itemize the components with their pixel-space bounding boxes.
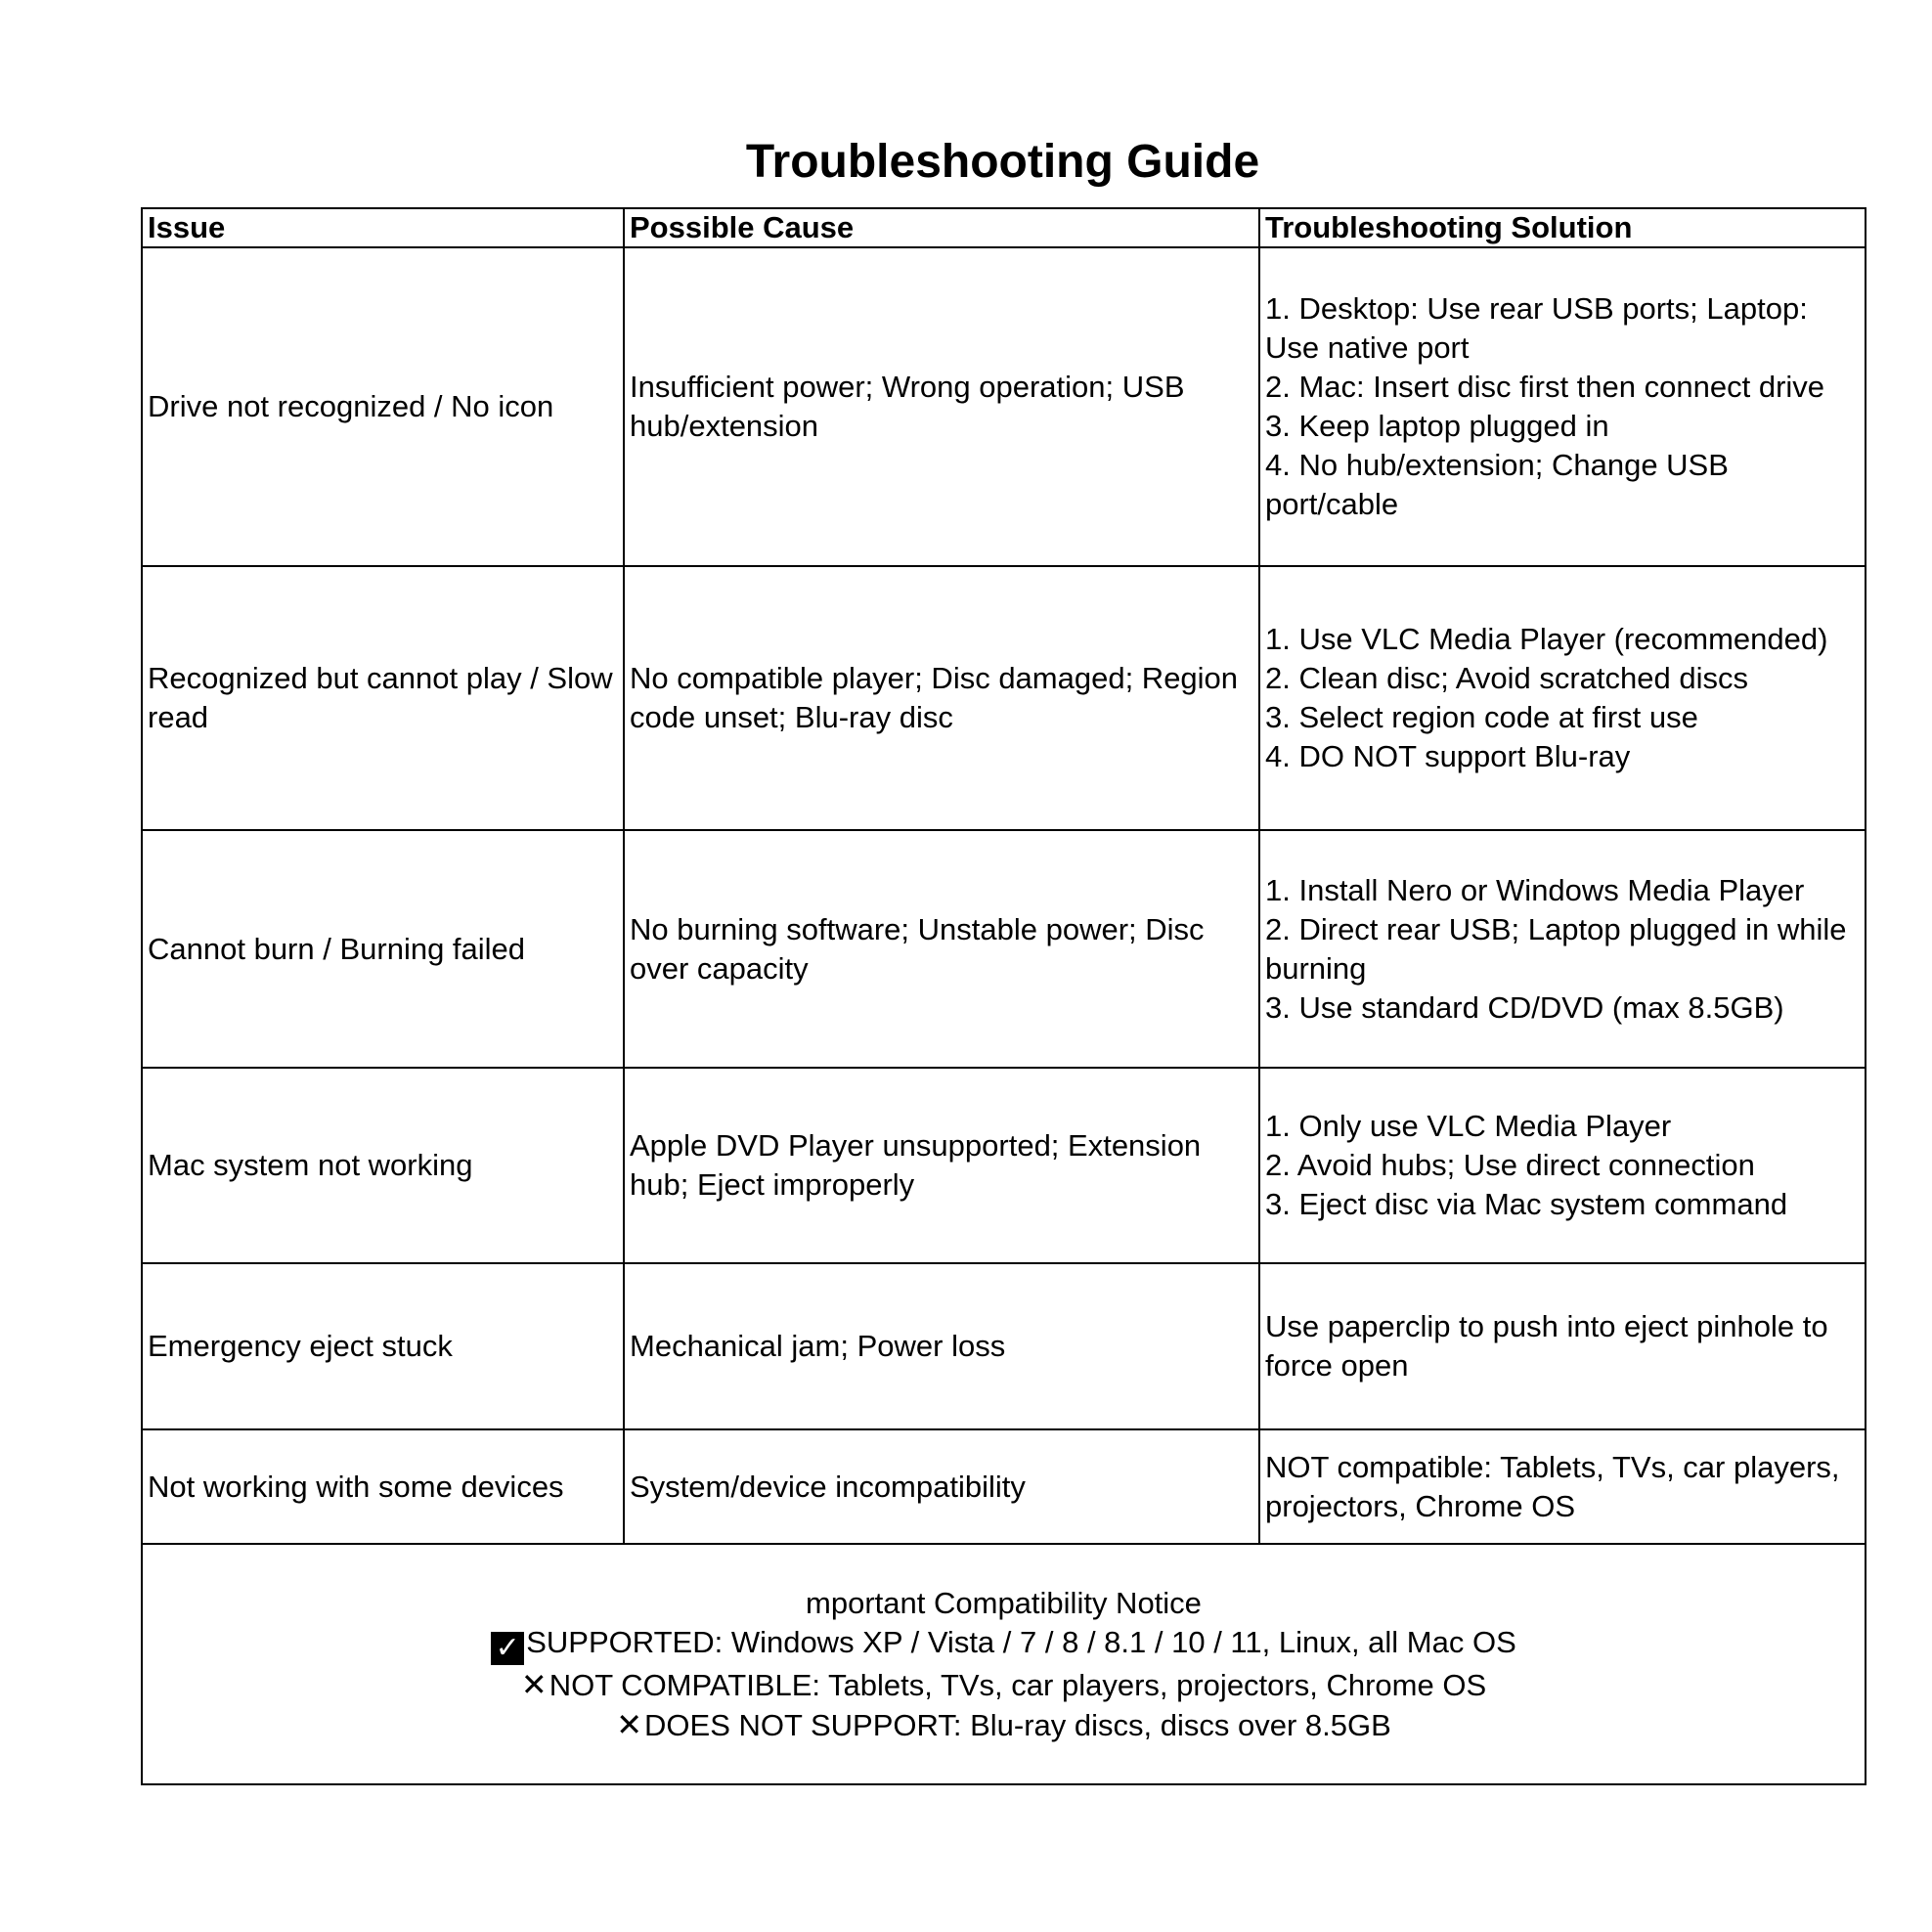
- cause-cell: Mechanical jam; Power loss: [624, 1263, 1259, 1429]
- solution-cell: 1. Use VLC Media Player (recommended) 2. Clean disc; Avoid scratched discs 3. Select region code at first use 4. DO NOT support Blu-ray: [1259, 566, 1866, 830]
- solution-cell: 1. Install Nero or Windows Media Player 2. Direct rear USB; Laptop plugged in while burning 3. Use standard CD/DVD (max 8.5GB): [1259, 830, 1866, 1068]
- check-box-icon: ✓: [491, 1632, 524, 1665]
- column-header-issue: Issue: [142, 208, 624, 247]
- compatibility-notice-row: [142, 1544, 1866, 1784]
- cause-cell: No burning software; Unstable power; Disc over capacity: [624, 830, 1259, 1068]
- table-header-row: [142, 208, 1866, 247]
- page-title: Troubleshooting Guide: [745, 136, 1260, 188]
- cause-cell: Insufficient power; Wrong operation; USB hub/extension: [624, 247, 1259, 566]
- troubleshooting-table: [141, 207, 1866, 1785]
- issue-cell: Not working with some devices: [142, 1429, 624, 1544]
- table-row: [142, 830, 1866, 1068]
- solution-cell: Use paperclip to push into eject pinhole to force open: [1259, 1263, 1866, 1429]
- solution-cell: NOT compatible: Tablets, TVs, car players, projectors, Chrome OS: [1259, 1429, 1866, 1544]
- issue-cell: Drive not recognized / No icon: [142, 247, 624, 566]
- cause-cell: Apple DVD Player unsupported; Extension hub; Eject improperly: [624, 1068, 1259, 1263]
- issue-cell: Mac system not working: [142, 1068, 624, 1263]
- table-row: [142, 1263, 1866, 1429]
- solution-cell: 1. Desktop: Use rear USB ports; Laptop: Use native port 2. Mac: Insert disc first then connect drive 3. Keep laptop plugged in 4. No hub/extension; Change USB port/cable: [1259, 247, 1866, 566]
- notice-not-supported-text: DOES NOT SUPPORT: Blu-ray discs, discs over 8.5GB: [644, 1707, 1391, 1742]
- cross-icon: ✕: [616, 1705, 643, 1743]
- table-row: [142, 247, 1866, 566]
- table-row: [142, 1429, 1866, 1544]
- cause-cell: No compatible player; Disc damaged; Region code unset; Blu-ray disc: [624, 566, 1259, 830]
- table-row: [142, 1068, 1866, 1263]
- notice-supported-text: SUPPORTED: Windows XP / Vista / 7 / 8 / 8.1 / 10 / 11, Linux, all Mac OS: [526, 1624, 1516, 1659]
- issue-cell: Recognized but cannot play / Slow read: [142, 566, 624, 830]
- notice-supported-line: [148, 1623, 1860, 1665]
- notice-heading: mportant Compatibility Notice: [806, 1585, 1202, 1620]
- column-header-cause: Possible Cause: [624, 208, 1259, 247]
- issue-cell: Emergency eject stuck: [142, 1263, 624, 1429]
- cross-icon: ✕: [520, 1665, 548, 1703]
- notice-not-supported-line: [148, 1705, 1860, 1745]
- issue-cell: Cannot burn / Burning failed: [142, 830, 624, 1068]
- notice-not-compatible-text: NOT COMPATIBLE: Tablets, TVs, car players, projectors, Chrome OS: [549, 1667, 1487, 1702]
- compatibility-notice: [142, 1544, 1866, 1784]
- cause-cell: System/device incompatibility: [624, 1429, 1259, 1544]
- table-row: [142, 566, 1866, 830]
- notice-not-compatible-line: [148, 1665, 1860, 1705]
- solution-cell: 1. Only use VLC Media Player 2. Avoid hubs; Use direct connection 3. Eject disc via Mac system command: [1259, 1068, 1866, 1263]
- column-header-solution: Troubleshooting Solution: [1259, 208, 1866, 247]
